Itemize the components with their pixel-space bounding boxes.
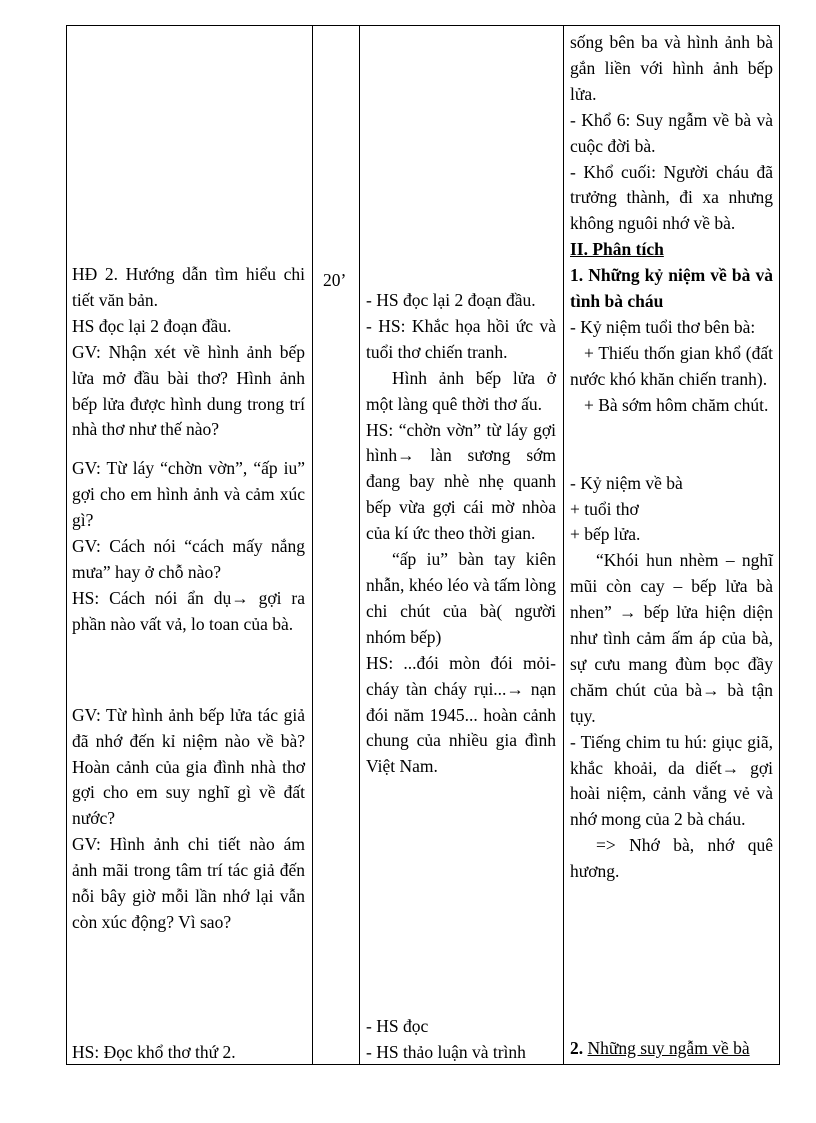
content-text: - Kỷ niệm tuổi thơ bên bà:: [570, 316, 756, 337]
teacher-activity-column: [72, 262, 305, 936]
student-activity: - HS đọc lại 2 đoạn đầu.: [366, 290, 536, 310]
student-task: HS: Đọc khổ thơ thứ 2.: [72, 1042, 236, 1062]
teacher-question: GV: Từ láy “chờn vờn”, “ấp iu” gợi cho em hình ảnh và cảm xúc gì?: [72, 458, 305, 531]
content-text: + tuổi thơ: [570, 498, 639, 519]
content-bottom: [570, 1036, 773, 1062]
subsection-title: Những suy ngẫm về bà: [587, 1038, 750, 1058]
student-activity-bottom: [366, 1014, 556, 1066]
content-text: - Tiếng chim tu hú: giục giã, khắc khoải, da diết→ gợi hoài niệm, cảnh vắng vẻ và nhớ mong của 2 bà cháu.: [570, 731, 773, 830]
content-text: - Khổ 6: Suy ngẫm về bà và cuộc đời bà.: [570, 109, 773, 156]
section-heading: II. Phân tích: [570, 239, 664, 260]
student-activity: “ấp iu” bàn tay kiên nhẫn, khéo léo và tấm lòng chi chút của bà( người nhóm bếp): [366, 549, 556, 647]
time-column: [323, 268, 357, 294]
teacher-question: GV: Nhận xét về hình ảnh bếp lửa mở đầu bài thơ? Hình ảnh bếp lửa được hình dung trong trí nhà thơ như thế nào?: [72, 341, 305, 440]
subsection-number: 2.: [570, 1038, 584, 1058]
student-activity-column: [366, 288, 556, 780]
column-divider-2: [359, 25, 360, 1065]
student-activity: Hình ảnh bếp lửa ở một làng quê thời thơ ấu.: [366, 367, 556, 414]
content-column: [570, 30, 773, 885]
subsection-heading-2: [570, 1036, 773, 1062]
student-activity: - HS đọc: [366, 1016, 429, 1036]
student-activity: - HS thảo luận và trình: [366, 1041, 526, 1062]
content-text: + Thiếu thốn gian khổ (đất nước khó khăn chiến tranh).: [570, 342, 773, 389]
student-activity: - HS: Khắc họa hồi ức và tuổi thơ chiến tranh.: [366, 315, 556, 362]
time-value: 20’: [323, 270, 347, 290]
student-answer: HS: Cách nói ẩn dụ→ gợi ra phần nào vất vả, lo toan của bà.: [72, 587, 305, 634]
column-divider-3: [563, 25, 564, 1065]
activity-text: HS đọc lại 2 đoạn đầu.: [72, 315, 232, 336]
content-text: “Khói hun nhèm – nghĩ mũi còn cay – bếp lửa bà nhen” → bếp lửa hiện diện như tình cảm ấm áp của bà, sự cưu mang đùm bọc đầy chăm chút của bà→ bà tận tụy.: [570, 550, 773, 726]
content-conclusion: => Nhớ bà, nhớ quê hương.: [570, 835, 773, 882]
student-activity: HS: ...đói mòn đói mỏi- cháy tàn cháy rụi...→ nạn đói năm 1945... hoàn cảnh chung của nhiều gia đình Việt Nam.: [366, 652, 556, 777]
teacher-question: GV: Hình ảnh chi tiết nào ám ảnh mãi trong tâm trí tác giả đến nỗi bây giờ mỗi lần nhớ lại vẫn còn xúc động? Vì sao?: [72, 834, 305, 932]
column-divider-1: [312, 25, 313, 1065]
content-text: - Kỷ niệm về bà: [570, 472, 683, 493]
student-activity: HS: “chờn vờn” từ láy gợi hình→ làn sương sớm đang bay nhè nhẹ quanh bếp vừa gợi cái mờ nhòa của kí ức theo thời gian.: [366, 419, 556, 544]
teacher-question: GV: Cách nói “cách mấy nắng mưa” hay ở chỗ nào?: [72, 536, 305, 582]
activity-heading: HĐ 2. Hướng dẫn tìm hiểu chi tiết văn bản.: [72, 264, 305, 310]
teacher-question: GV: Từ hình ảnh bếp lửa tác giả đã nhớ đến kỉ niệm nào về bà? Hoàn cảnh của gia đình nhà thơ gợi cho em suy nghĩ gì về đất nước?: [72, 704, 305, 829]
content-text: - Khổ cuối: Người cháu đã trưởng thành, đi xa nhưng không nguôi nhớ về bà.: [570, 161, 773, 234]
teacher-activity-last: [72, 1040, 305, 1066]
content-text: + bếp lửa.: [570, 524, 641, 545]
subsection-heading: 1. Những kỷ niệm về bà và tình bà cháu: [570, 265, 773, 312]
content-text: sống bên ba và hình ảnh bà gắn liền với hình ảnh bếp lửa.: [570, 32, 773, 104]
content-text: + Bà sớm hôm chăm chút.: [584, 394, 769, 415]
